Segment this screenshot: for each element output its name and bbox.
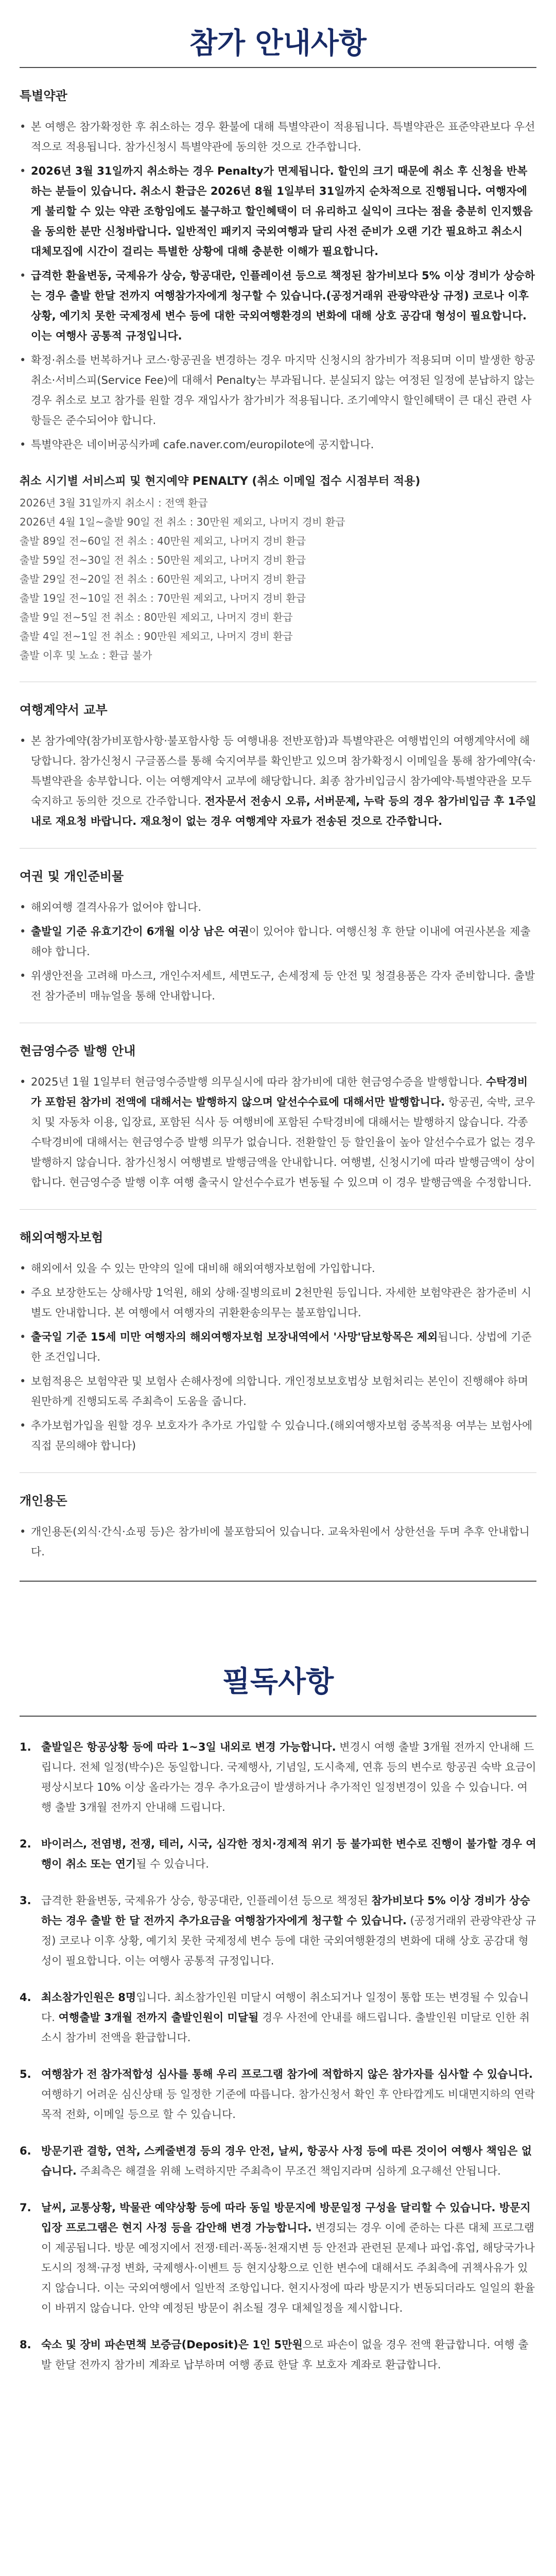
bold-text: 전자문서 전송시 오류, 서버문제, 누락 등의 경우 참가비입금 후 1주일 내로 재요청 바랍니다. 재요청이 없는 경우 여행계약 자료가 전송된 것으로 간주합니다. [31,795,536,827]
bold-text: 날씨, 교통상황, 박물관 예약상황 등에 따라 동일 방문지에 방문일정 구성을 달리할 수 있습니다. 방문지 입장 프로그램은 현지 사정 등을 감안해 변경 가능합니다. [41,2201,531,2234]
section-must-read [20,1716,536,2375]
penalty-line: 2026년 3월 31일까지 취소시 : 전액 환급 [20,497,208,509]
bold-text: 수탁경비가 포함된 참가비 전액에 대해서는 발행하지 않으며 알선수수료에 대해서만 발행합니다. [31,1076,528,1108]
penalty-line: 출발 4일 전~1일 전 취소 : 90만원 제외고, 나머지 경비 환급 [20,630,293,642]
item-number: 2. [20,1838,31,1850]
numbered-item [20,2198,536,2318]
bullet-item [20,897,536,918]
section-heading: 여권 및 개인준비물 [20,869,124,884]
text: 이 있어야 합니다. 여행신청 후 한달 이내에 여권사본을 제출해야 합니다. [31,925,531,958]
text: 항공권, 숙박, 코우치 및 자동차 이용, 입장료, 포함된 식사 등 여행비에 포함된 수탁경비에 대해서는 발행하지 않습니다. 각종 수탁경비에 대해서는 현금영수증 발행 의무가 없습니다. 전환할인 등 할인율이 높아 알선수수료가 없는 경우 발행하지 않습니다. 참가신청시 여행별로 발행금액을 안내합니다. 여행별, 신청시기에 따라 발행금액이 상이합니다. 현금영수증 발행 이후 여행 출국시 알선수수료가 변동될 수 있으며 이 경우 발행금액을 수정합니다. [31,1096,535,1189]
penalty-line: 출발 이후 및 노쇼 : 환급 불가 [20,649,152,662]
numbered-item [20,1891,536,1971]
bold-text: 출발일 기준 유효기간이 6개월 이상 남은 여권 [31,925,249,938]
numbered-item [20,1834,536,1874]
bullet-dot-icon: • [20,1375,26,1387]
must-read-title: 필독사항 [222,1665,334,1699]
text: 개인용돈(외식·간식·쇼핑 등)은 참가비에 불포함되어 있습니다. 교육차원에서 상한선을 두며 추후 안내합니다. [31,1526,530,1558]
section-personal-money [20,1473,536,1582]
bold-text: 출국일 기준 15세 미만 여행자의 해외여행자보험 보장내역에서 '사망'담보항목은 제외 [31,1331,438,1343]
bullet-item [20,1283,536,1323]
text: 해외에서 있을 수 있는 만약의 일에 대비해 해외여행자보험에 가입합니다. [31,1262,375,1275]
bullet-list [20,1072,536,1193]
bullet-dot-icon: • [20,735,26,747]
text: 위생안전을 고려해 마스크, 개인수저세트, 세면도구, 손세정제 등 안전 및 청결용품은 각자 준비합니다. 출발 전 참가준비 매뉴얼을 통해 안내합니다. [31,970,535,1002]
text: (공정거래위 관광약관상 규정) 코로나 이후 상황, 예기치 못한 국제정세 변수 등에 대한 국외여행환경의 변화에 대해 상호 공감대 형성이 필요합니다. 이는 여행사 공통적 규정입니다. [41,1914,536,1967]
bullet-item [20,161,536,262]
text: 본 여행은 참가확정한 후 취소하는 경우 환불에 대해 특별약관이 적용됩니다. 특별약관은 표준약관보다 우선적으로 적용됩니다. 참가신청시 특별약관에 동의한 것으로 간주합니다. [31,121,535,153]
section-passport [20,849,536,1023]
spacer [0,1582,556,1659]
bullet-list [20,731,536,832]
bold-text: 여행참가 전 참가적합성 심사를 통해 우리 프로그램 참가에 적합하지 않은 참가자를 심사할 수 있습니다. [41,2068,533,2080]
text: 으로 파손이 없을 경우 전액 환급합니다. 여행 출발 한달 전까지 참가비 계좌로 납부하며 여행 종료 한달 후 보호자 계좌로 환급합니다. [41,2338,529,2371]
numbered-item [20,2064,536,2125]
text: 여행하기 어려운 심신상태 등 일정한 기준에 따릅니다. 참가신청서 확인 후 안타깝게도 비대면지하의 연락 목적 전화, 이메일 등으로 할 수 있습니다. [41,2088,535,2121]
bold-text: 2026년 3월 31일까지 취소하는 경우 Penalty가 면제됩니다. 할인의 크기 때문에 취소 후 신청을 반복하는 분들이 있습니다. 취소시 환급은 2026년 8월 1일부터 31일까지 순차적으로 진행됩니다. 여행자에게 불리할 수 있는 약관 조항임에도 불구하고 할인혜택이 더 유리하고 실익이 크다는 점을 충분히 인지했음을 동의한 분만 신청바랍니다. 일반적인 패키지 국외여행과 달리 사전 준비가 오랜 기간 필요하고 취소시 대체모집에 시간이 걸리는 특별한 상황에 대해 충분한 이해가 필요합니다. [31,165,533,258]
bullet-dot-icon: • [20,438,26,451]
text: 될 수 있습니다. [136,1858,209,1870]
bullet-item [20,1072,536,1193]
section-heading: 현금영수증 발행 안내 [20,1044,136,1058]
bullet-item [20,266,536,346]
section-heading: 개인용돈 [20,1494,67,1508]
bold-text: 출발일은 항공상황 등에 따라 1~3일 내외로 변경 가능합니다. [41,1741,336,1753]
item-number: 1. [20,1741,31,1753]
page-title: 참가 안내사항 [189,27,367,60]
text: 보험적용은 보험약관 및 보험사 손해사정에 의합니다. 개인정보보호법상 보험처리는 본인이 진행해야 하며 원만하게 진행되도록 주최측이 도움을 줍니다. [31,1375,529,1408]
bullet-dot-icon: • [20,925,26,938]
bullet-list [20,117,536,455]
penalty-list [20,494,536,665]
bullet-dot-icon: • [20,354,26,366]
numbered-item [20,1737,536,1818]
penalty-line: 2026년 4월 1일~출발 90일 전 취소 : 30만원 제외고, 나머지 경비 환급 [20,516,345,528]
bold-text: 최소참가인원은 8명 [41,1991,136,2004]
text: 주최측은 해결을 위해 노력하지만 주최측이 무조건 책임지라며 심하게 요구해선 안됩니다. [76,2165,501,2177]
section-special-terms [20,67,536,682]
bold-text: 급격한 환율변동, 국제유가 상승, 항공대란, 인플레이션 등으로 책정된 참가비보다 5% 이상 경비가 상승하는 경우 출발 한달 전까지 여행참가자에게 청구할 수 있습니다.(공정거래위 관광약관상 규정) 코로나 이후 상황, 예기치 못한 국제정세 변수 등에 대한 국외여행환경의 변화에 대해 상호 공감대 형성이 필요합니다. 이는 여행사 공통적 규정입니다. [31,269,535,342]
text: 됩니다. 상법에 기준한 조건입니다. [31,1331,532,1363]
bullet-item [20,435,536,455]
penalty-line: 출발 59일 전~30일 전 취소 : 50만원 제외고, 나머지 경비 환급 [20,554,306,566]
bullet-item [20,1371,536,1412]
text: 변경시 여행 출발 3개월 전까지 안내해 드립니다. 전체 일정(박수)은 동일합니다. 국제행사, 기념일, 도시축제, 연휴 등의 변수로 항공권 숙박 요금이 평상시보다 10% 이상 올라가는 경우 추가요금이 발생하거나 추가적인 일정변경이 있을 수 있습니다. 여행 출발 3개월 전까지 안내해 드립니다. [41,1741,536,1814]
text: 주요 보장한도는 상해사망 1억원, 해외 상해·질병의료비 2천만원 등입니다. 자세한 보험약관은 참가준비 시 별도 안내합니다. 본 여행에서 여행자의 귀환환송의무는 불포함입니다. [31,1286,532,1319]
item-number: 3. [20,1894,31,1907]
bullet-item [20,1259,536,1279]
bold-text: 바이러스, 전염병, 전쟁, 테러, 시국, 심각한 정치·경제적 위기 등 불가피한 변수로 진행이 불가할 경우 여행이 취소 또는 연기 [41,1838,536,1870]
bold-text: 여행출발 3개월 전까지 출발인원이 미달될 [58,2011,259,2024]
numbered-item [20,2335,536,2375]
bullet-dot-icon: • [20,1526,26,1538]
text: 입니다. 최소참가인원 미달시 여행이 취소되거나 일정이 통합 또는 변경될 수 있습니다. [41,1991,529,2024]
text: 경우 사전에 안내를 해드립니다. 출발인원 미달로 인한 취소시 참가비 전액을 환급합니다. [41,2011,530,2044]
section-heading: 해외여행자보험 [20,1230,103,1245]
item-number: 8. [20,2338,31,2351]
bullet-dot-icon: • [20,1419,26,1432]
item-number: 4. [20,1991,31,2004]
item-number: 6. [20,2145,31,2157]
numbered-item [20,1988,536,2048]
bullet-dot-icon: • [20,1076,26,1088]
bullet-dot-icon: • [20,970,26,982]
section-heading: 특별약관 [20,89,67,103]
bullet-dot-icon: • [20,121,26,133]
bullet-list [20,1259,536,1456]
bullet-dot-icon: • [20,165,26,177]
text: 변경되는 경우 이에 준하는 다른 대체 프로그램이 제공됩니다. 방문 예정지에서 전쟁·테러·폭동·천재지변 등 안전과 관련된 문제나 파업·휴업, 해당국가나 도시의 정책·규정 변화, 국제행사·이벤트 등 현지상황으로 인한 변수에 대해서도 주최측에 귀책사유가 있지 않습니다. 이는 국외여행에서 일반적 조항입니다. 현지사정에 따라 방문지가 변동되더라도 일일의 환율이 바뀌지 않습니다. 안약 예정된 방문이 취소될 경우 대체일정을 제시합니다. [41,2222,535,2314]
bullet-list [20,897,536,1006]
bullet-list [20,1522,536,1562]
bullet-dot-icon: • [20,1286,26,1299]
penalty-line: 출발 9일 전~5일 전 취소 : 80만원 제외고, 나머지 경비 환급 [20,611,293,623]
text: 특별약관은 네이버공식카페 cafe.naver.com/europilote에 공지합니다. [31,438,374,451]
bullet-item [20,1416,536,1456]
text: 확정·취소를 번복하거나 코스·항공권을 변경하는 경우 마지막 신청시의 참가비가 적용되며 이미 발생한 항공취소·서비스피(Service Fee)에 대해서 Penalty는 부과됩니다. 분실되지 않는 여정된 일정에 분납하지 않는 경우 취소로 보고 참가를 원할 경우 재입사가 참가비가 적용됩니다. 조기예약시 할인혜택이 큰 대신 관련 사항들은 준수되어야 합니다. [31,354,535,427]
item-number: 5. [20,2068,31,2080]
numbered-list [20,1737,536,2375]
bullet-dot-icon: • [20,901,26,913]
penalty-line: 출발 89일 전~60일 전 취소 : 40만원 제외고, 나머지 경비 환급 [20,535,306,547]
text: 추가보험가입을 원할 경우 보호자가 추가로 가입할 수 있습니다.(해외여행자보험 중복적용 여부는 보험사에 직접 문의해야 합니다) [31,1419,533,1452]
bullet-item [20,966,536,1006]
section-insurance [20,1210,536,1473]
bullet-dot-icon: • [20,1331,26,1343]
bold-text: 참가비보다 5% 이상 경비가 상승하는 경우 출발 한 달 전까지 추가요금을 여행참가자에게 청구할 수 있습니다. [41,1894,530,1927]
penalty-line: 출발 29일 전~20일 전 취소 : 60만원 제외고, 나머지 경비 환급 [20,573,306,585]
penalty-title: 취소 시기별 서비스피 및 현지예약 PENALTY (취소 이메일 접수 시점부터 적용) [20,475,421,488]
bullet-item [20,350,536,431]
text: 해외여행 결격사유가 없어야 합니다. [31,901,201,913]
text: 본 참가예약(참가비포함사항·불포함사항 등 여행내용 전반포함)과 특별약관은 여행법인의 여행계약서에 해당합니다. 참가신청시 구글폼스를 통해 숙지여부를 확인받고 있으며 참가확정시 이메일을 통해 참가예약(숙·특별약관을 송부합니다. 이는 여행계약서 교부에 해당합니다. 최종 참가비입금시 참가예약·특별약관을 모두 숙지하고 동의한 것으로 간주합니다. [31,735,536,807]
penalty-line: 출발 19일 전~10일 전 취소 : 70만원 제외고, 나머지 경비 환급 [20,592,306,604]
bullet-item [20,117,536,157]
section-contract [20,682,536,849]
bullet-item [20,731,536,832]
bullet-dot-icon: • [20,269,26,282]
bold-text: 숙소 및 장비 파손면책 보증금(Deposit)은 1인 5만원 [41,2338,303,2351]
bullet-item [20,1327,536,1367]
section-receipt [20,1023,536,1210]
numbered-item [20,2141,536,2181]
item-number: 7. [20,2201,31,2214]
bold-text: 방문기관 결항, 연착, 스케줄변경 등의 경우 안전, 날씨, 항공사 사정 등에 따른 것이어 여행사 책임은 없습니다. [41,2145,532,2177]
bullet-item [20,922,536,962]
text: 급격한 환율변동, 국제유가 상승, 항공대란, 인플레이션 등으로 책정된 [41,1894,372,1907]
bullet-dot-icon: • [20,1262,26,1275]
section-heading: 여행계약서 교부 [20,703,108,717]
bullet-item [20,1522,536,1562]
text: 2025년 1월 1일부터 현금영수증발행 의무실시에 따라 참가비에 대한 현금영수증을 발행합니다. [31,1076,486,1088]
